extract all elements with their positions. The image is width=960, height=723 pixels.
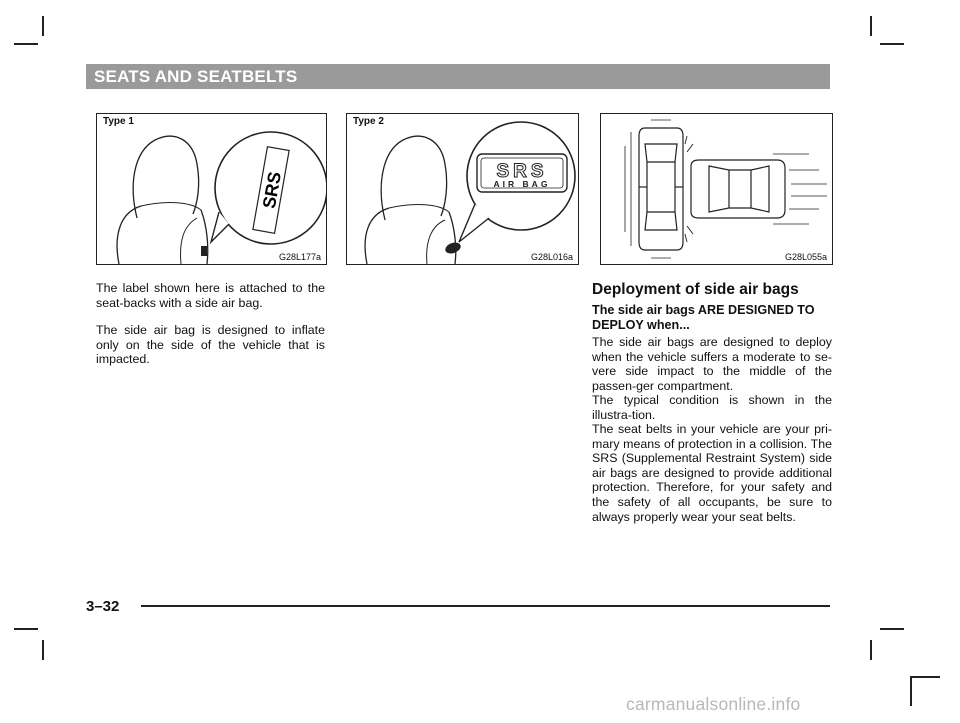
- seat-srs-airbag-label-illustration: [347, 114, 578, 264]
- footer-rule: [141, 605, 830, 607]
- figure-code: G28L177a: [278, 252, 321, 262]
- srs-label-line1: SRS: [496, 161, 548, 182]
- crop-mark: [42, 640, 44, 660]
- crop-mark: [14, 628, 38, 630]
- body-paragraph: The side air bag is designed to inflate only on the side of the vehicle that is impacted.: [96, 323, 325, 367]
- page-number: 3–32: [86, 598, 120, 615]
- body-paragraph: The label shown here is attached to the seat-backs with a side air bag.: [96, 281, 325, 310]
- body-paragraph: The seat belts in your vehicle are your pri-mary means of protection in a collision. The SRS (Supplemental Restraint System) side air bags are designed to provide additional protection. Therefore, for your safety and the safety of all occupants, be sure to always properly wear your seat belts.: [592, 422, 832, 524]
- figure-type-label: Type 2: [353, 116, 384, 127]
- srs-label-line2: AIR BAG: [493, 179, 551, 189]
- crop-mark: [870, 16, 872, 36]
- side-impact-illustration: [601, 114, 832, 264]
- figure-type-2: [346, 113, 579, 265]
- crop-mark: [42, 16, 44, 36]
- figure-code: G28L016a: [530, 252, 573, 262]
- crop-mark: [880, 43, 904, 45]
- body-paragraph: The side air bags are designed to deploy when the vehicle suffers a moderate to se-vere side impact to the middle of the passen-ger compartment.: [592, 335, 832, 393]
- crop-mark: [14, 43, 38, 45]
- srs-label-text: SRS: [258, 170, 286, 211]
- figure-type-1: [96, 113, 327, 265]
- crop-mark: [880, 628, 904, 630]
- section-title: SEATS AND SEATBELTS: [94, 67, 298, 86]
- section-header-bar: [86, 64, 830, 89]
- body-paragraph: The typical condition is shown in the illustra-tion.: [592, 393, 832, 422]
- subheading: The side air bags ARE DESIGNED TO DEPLOY when...: [592, 303, 815, 332]
- figure-side-impact: [600, 113, 833, 265]
- section-heading: Deployment of side air bags: [592, 281, 799, 298]
- figure-code: G28L055a: [784, 252, 827, 262]
- corner-mark: [910, 676, 940, 706]
- watermark: carmanualsonline.info: [626, 694, 801, 714]
- seat-srs-label-illustration: [97, 114, 326, 264]
- figure-type-label: Type 1: [103, 116, 134, 127]
- crop-mark: [870, 640, 872, 660]
